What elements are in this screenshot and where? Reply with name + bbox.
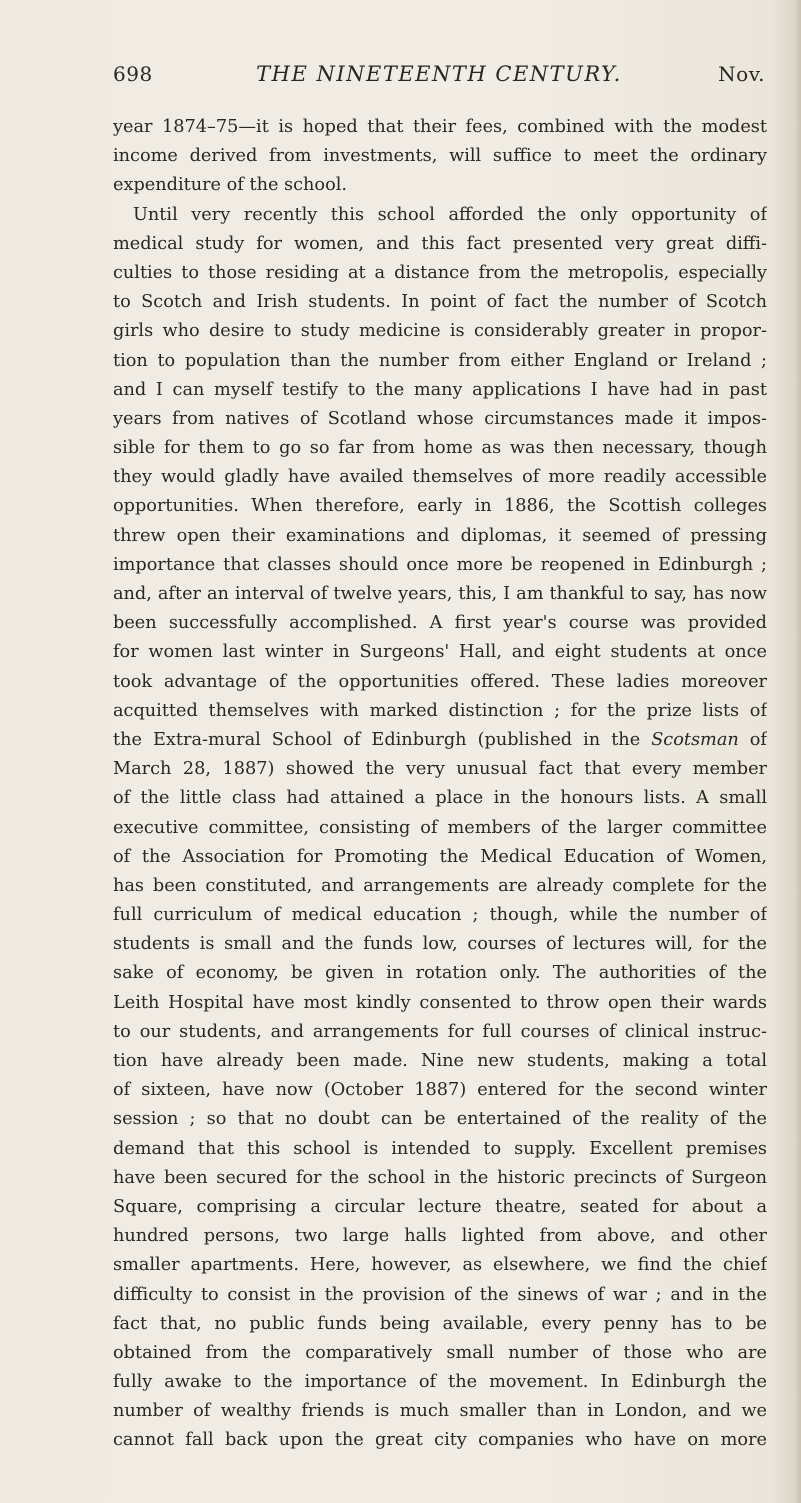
- text-line: demand that this school is intended to supply. Excellent premises: [113, 1138, 767, 1159]
- text-line: expenditure of the school.: [113, 175, 348, 196]
- text-line: has been constituted, and arrangements are already complete for the: [113, 875, 767, 896]
- text-line: fully awake to the importance of the movement. In Edinburgh the: [113, 1372, 767, 1393]
- text-line: girls who desire to study medicine is considerably greater in propor-: [113, 321, 767, 342]
- text-line: number of wealthy friends is much smaller than in London, and we: [113, 1401, 767, 1422]
- text-line: Leith Hospital have most kindly consented to throw open their wards: [113, 992, 767, 1013]
- newspaper-title: Scotsman: [651, 729, 739, 750]
- text-line: years from natives of Scotland whose circumstances made it impos-: [113, 408, 767, 429]
- text-line: and, after an interval of twelve years, this, I am thankful to say, has now: [113, 584, 767, 604]
- text-line: to our students, and arrangements for full courses of clinical instruc-: [113, 1021, 767, 1042]
- text-line: threw open their examinations and diplomas, it seemed of pressing: [113, 525, 767, 546]
- text-line-with-italic: [113, 726, 767, 755]
- text-line: and I can myself testify to the many applications I have had in past: [113, 379, 767, 400]
- text-line: of the little class had attained a place in the honours lists. A small: [113, 788, 767, 809]
- text-line: fact that, no public funds being available, every penny has to be: [113, 1313, 767, 1334]
- text-line: medical study for women, and this fact presented very great diffi-: [113, 233, 767, 254]
- text-line: tion have already been made. Nine new students, making a total: [113, 1051, 767, 1071]
- text-line: culties to those residing at a distance from the metropolis, especially: [113, 262, 767, 283]
- text-line: of the Association for Promoting the Medical Education of Women,: [113, 846, 767, 867]
- text-line: students is small and the funds low, courses of lectures will, for the: [113, 934, 767, 955]
- text-line: difficulty to consist in the provision of the sinews of war ; and in the: [113, 1284, 767, 1305]
- text-line: Until very recently this school afforded the only opportunity of: [133, 204, 767, 225]
- text-line: smaller apartments. Here, however, as elsewhere, we find the chief: [113, 1255, 767, 1276]
- text-line: opportunities. When therefore, early in 1886, the Scottish colleges: [113, 496, 767, 517]
- header-month: Nov.: [718, 62, 765, 86]
- body-text: [113, 113, 767, 1456]
- text-line: obtained from the comparatively small number of those who are: [113, 1342, 767, 1363]
- text-segment: the Extra-mural School of Edinburgh (published in the: [113, 729, 652, 750]
- text-segment: of: [738, 729, 767, 750]
- text-line: acquitted themselves with marked distinction ; for the prize lists of: [113, 700, 767, 721]
- text-line: sible for them to go so far from home as was then necessary, though: [113, 438, 767, 459]
- page-header: [113, 62, 765, 92]
- page-number: 698: [113, 62, 153, 86]
- text-line: hundred persons, two large halls lighted from above, and other: [113, 1226, 767, 1247]
- text-line: tion to population than the number from either England or Ireland ;: [113, 350, 767, 371]
- text-line: cannot fall back upon the great city companies who have on more: [113, 1430, 767, 1451]
- text-line: for women last winter in Surgeons' Hall, and eight students at once: [113, 642, 767, 663]
- text-line: year 1874–75—it is hoped that their fees, combined with the modest: [113, 117, 767, 137]
- text-line: importance that classes should once more be reopened in Edinburgh ;: [113, 554, 767, 575]
- text-line: took advantage of the opportunities offered. These ladies moreover: [113, 671, 767, 692]
- text-line: executive committee, consisting of members of the larger committee: [113, 817, 767, 838]
- text-line: Square, comprising a circular lecture theatre, seated for about a: [113, 1196, 767, 1217]
- text-line: income derived from investments, will suffice to meet the ordinary: [113, 146, 767, 167]
- text-line: session ; so that no doubt can be entertained of the reality of the: [113, 1109, 767, 1130]
- text-line: have been secured for the school in the historic precincts of Surgeon: [113, 1167, 767, 1188]
- page-edge-shadow: [795, 0, 801, 1503]
- text-line: they would gladly have availed themselves of more readily accessible: [113, 467, 767, 488]
- running-title: THE NINETEENTH CENTURY.: [256, 62, 622, 86]
- text-line: full curriculum of medical education ; though, while the number of: [113, 905, 767, 926]
- text-line: been successfully accomplished. A first year's course was provided: [113, 613, 767, 634]
- text-line: to Scotch and Irish students. In point of fact the number of Scotch: [113, 292, 767, 313]
- text-line: of sixteen, have now (October 1887) entered for the second winter: [113, 1080, 767, 1101]
- text-line: sake of economy, be given in rotation only. The authorities of the: [113, 963, 767, 984]
- text-line: March 28, 1887) showed the very unusual fact that every member: [113, 759, 767, 780]
